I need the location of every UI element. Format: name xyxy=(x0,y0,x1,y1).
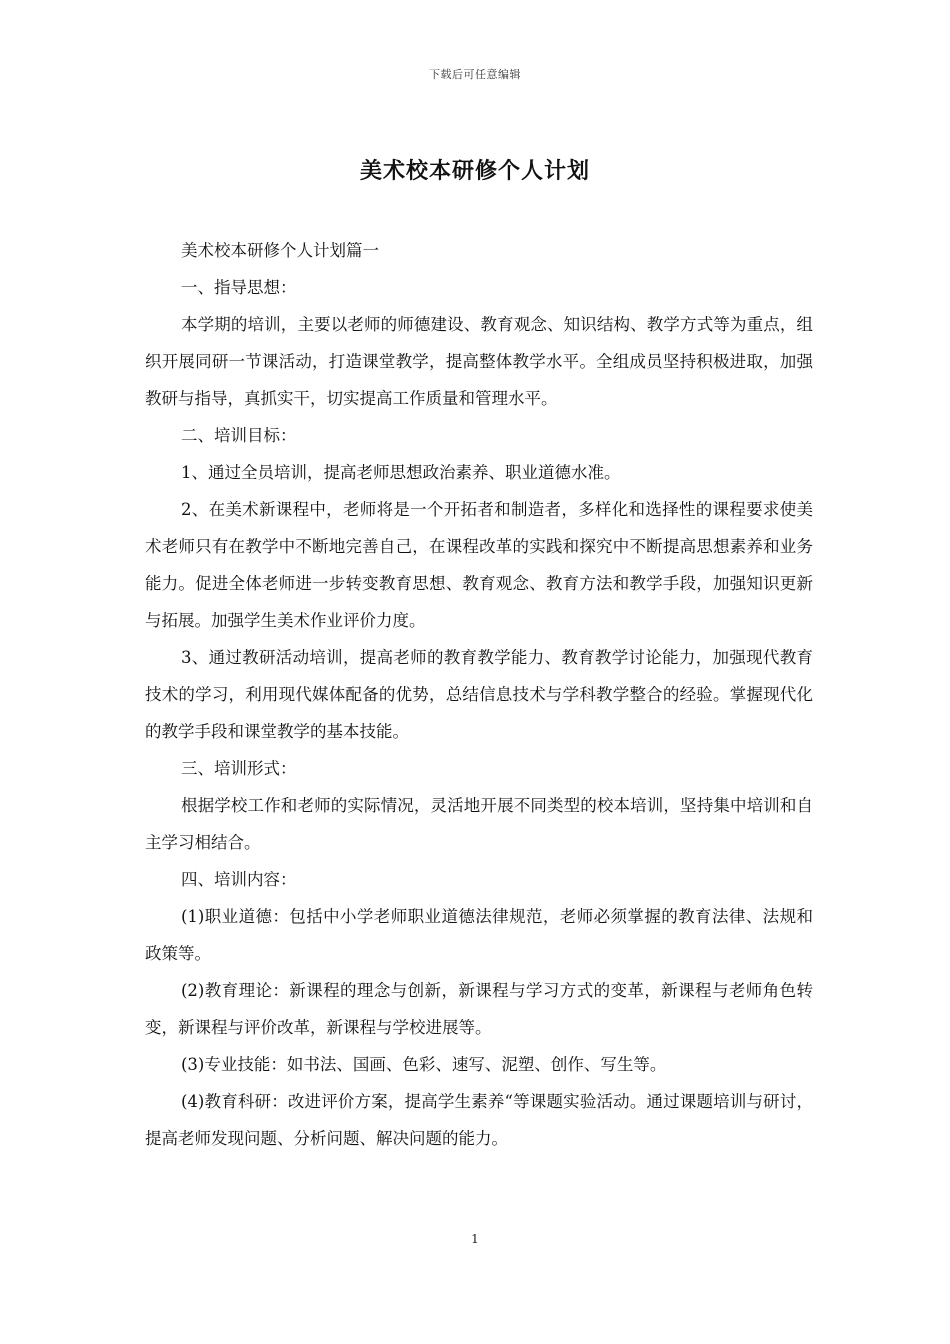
paragraph-training-form: 根据学校工作和老师的实际情况，灵活地开展不同类型的校本培训，坚持集中培训和自主学习相结合。 xyxy=(145,796,813,852)
header-note: 下载后可任意编辑 xyxy=(429,68,521,81)
document-body xyxy=(145,232,813,1157)
heading-training-goals: 二、培训目标： xyxy=(181,426,297,445)
heading-training-form: 三、培训形式： xyxy=(181,759,297,778)
paragraph-goal-3: 3、通过教研活动培训，提高老师的教育教学能力、教育教学讨论能力，加强现代教育技术的学习，利用现代媒体配备的优势，总结信息技术与学科教学整合的经验。掌握现代化的教学手段和课堂教学的基本技能。 xyxy=(145,648,813,741)
paragraph-content-4: (4)教育科研：改进评价方案，提高学生素养“等课题实验活动。通过课题培训与研讨，提高老师发现问题、分析问题、解决问题的能力。 xyxy=(145,1092,813,1148)
paragraph-content-1: (1)职业道德：包括中小学老师职业道德法律规范，老师必须掌握的教育法律、法规和政策等。 xyxy=(145,907,813,963)
page-number: 1 xyxy=(471,1232,479,1246)
document-title: 美术校本研修个人计划 xyxy=(359,158,590,184)
paragraph-goal-2: 2、在美术新课程中，老师将是一个开拓者和制造者，多样化和选择性的课程要求使美术老师只有在教学中不断地完善自己，在课程改革的实践和探究中不断提高思想素养和业务能力。促进全体老师进一步转变教育思想、教育观念、教育方法和教学手段，加强知识更新与拓展。加强学生美术作业评价力度。 xyxy=(145,500,813,630)
heading-guiding-ideology: 一、指导思想： xyxy=(181,278,297,297)
heading-training-content: 四、培训内容： xyxy=(181,870,297,889)
paragraph-guiding-ideology: 本学期的培训，主要以老师的师德建设、教育观念、知识结构、教学方式等为重点，组织开展同研一节课活动，打造课堂教学，提高整体教学水平。全组成员坚持积极进取，加强教研与指导，真抓实干，切实提高工作质量和管理水平。 xyxy=(145,315,813,408)
section-heading-part-one: 美术校本研修个人计划篇一 xyxy=(181,241,379,260)
paragraph-goal-1: 1、通过全员培训，提高老师思想政治素养、职业道德水准。 xyxy=(181,463,621,482)
paragraph-content-3: (3)专业技能：如书法、国画、色彩、速写、泥塑、创作、写生等。 xyxy=(181,1055,667,1074)
paragraph-content-2: (2)教育理论：新课程的理念与创新，新课程与学习方式的变革，新课程与老师角色转变，新课程与评价改革，新课程与学校进展等。 xyxy=(145,981,813,1037)
